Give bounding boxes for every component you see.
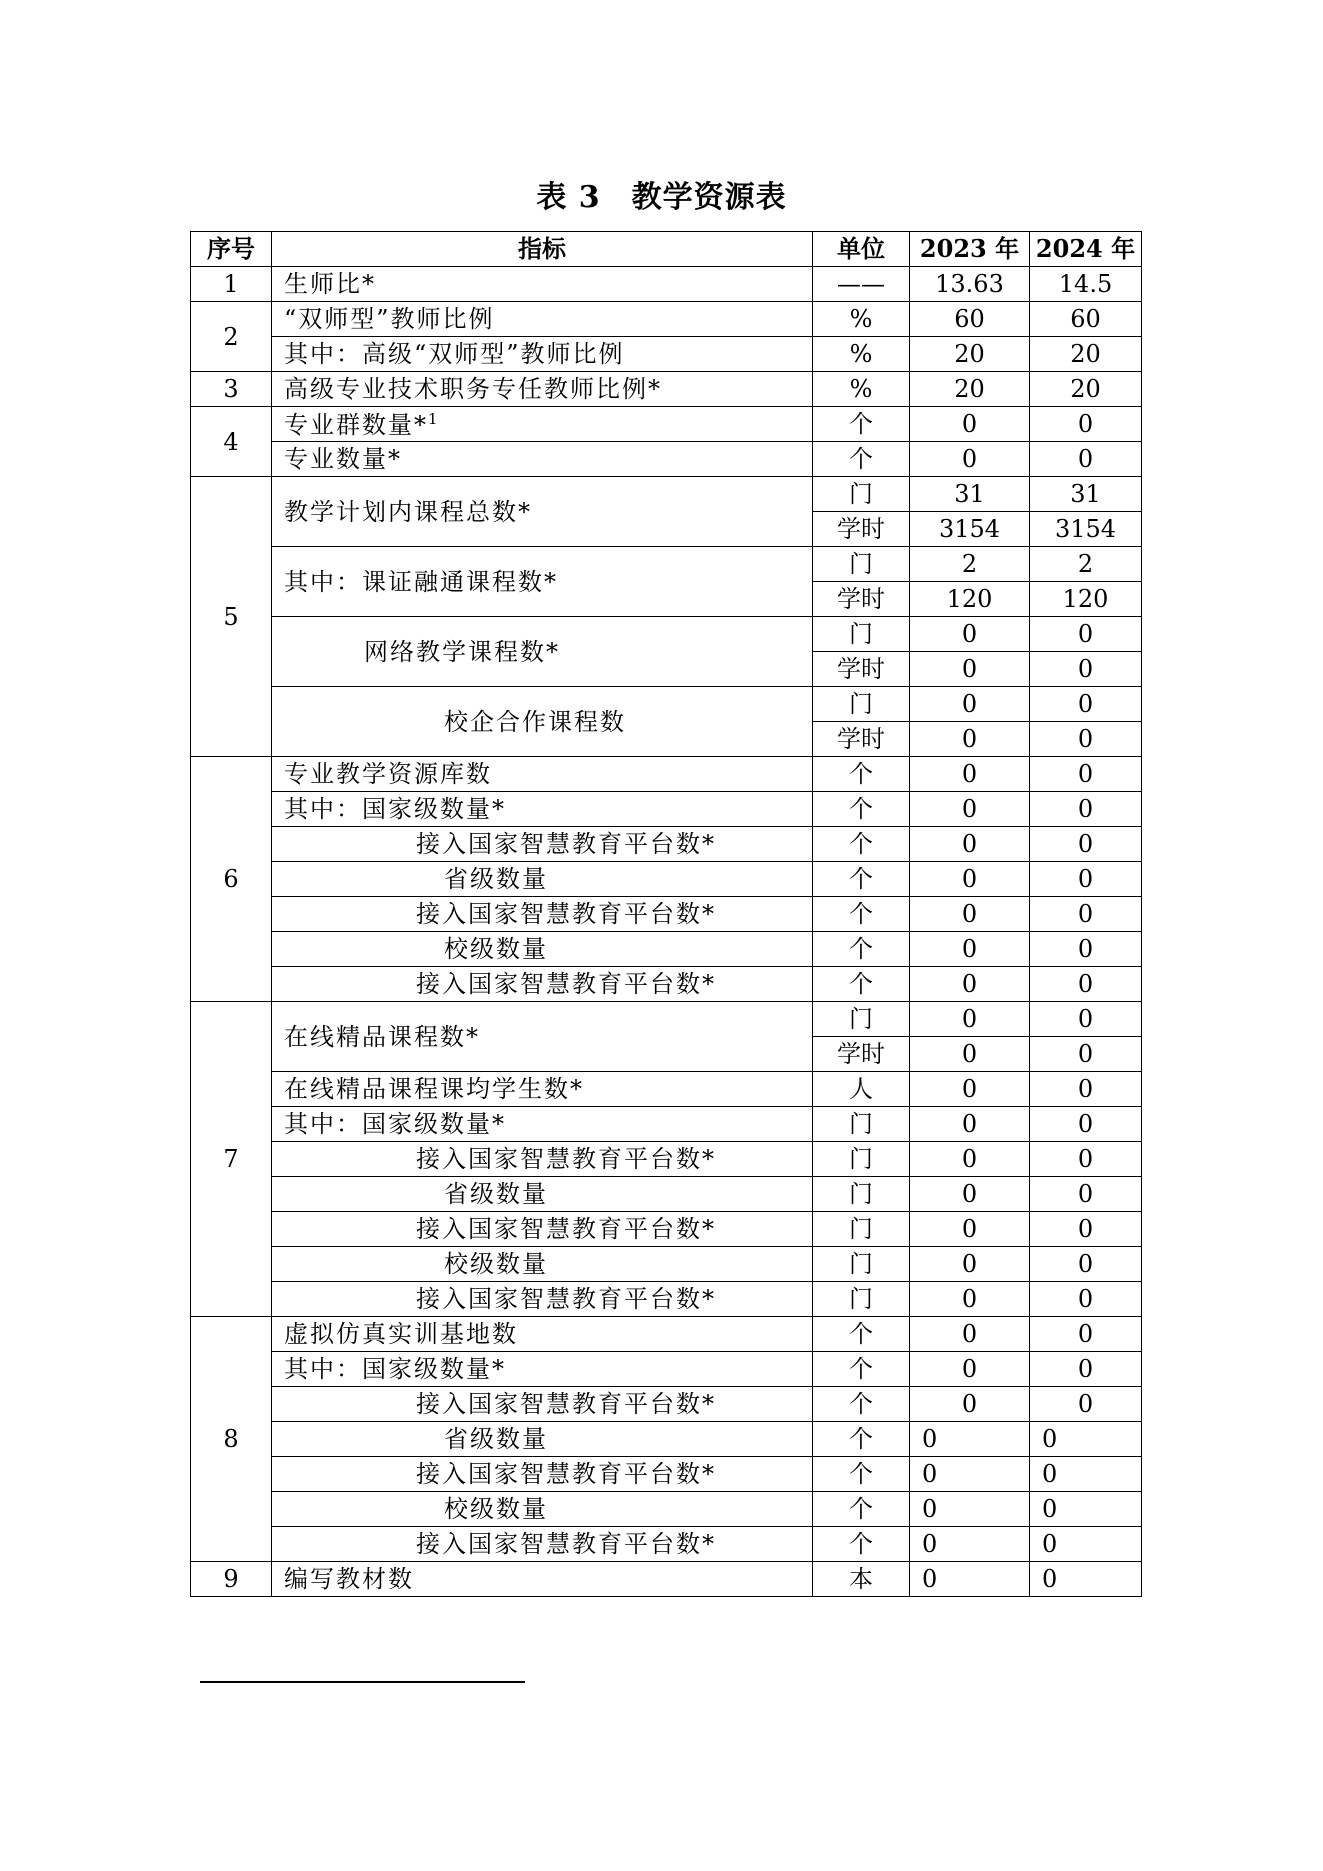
value-2024: 0 (1030, 1387, 1142, 1422)
teaching-resources-table (190, 231, 1142, 1597)
unit-cell: 门 (813, 1142, 910, 1177)
table-row (191, 1247, 1142, 1282)
value-2024: 60 (1030, 302, 1142, 337)
value-2024: 0 (1030, 1107, 1142, 1142)
value-2024: 0 (1030, 687, 1142, 722)
table-row (191, 1422, 1142, 1457)
value-2024: 0 (1030, 862, 1142, 897)
table-header-row (191, 232, 1142, 267)
indicator-cell: “双师型”教师比例 (272, 302, 813, 337)
value-2023: 0 (910, 442, 1030, 477)
value-2024: 0 (1030, 897, 1142, 932)
value-2024: 0 (1030, 1282, 1142, 1317)
value-2024: 0 (1030, 1142, 1142, 1177)
value-2023: 0 (910, 1352, 1030, 1387)
value-2024: 31 (1030, 477, 1142, 512)
unit-cell: 个 (813, 967, 910, 1002)
indicator-cell: 在线精品课程数* (272, 1002, 813, 1072)
row-number: 3 (191, 372, 272, 407)
unit-cell: 个 (813, 792, 910, 827)
indicator-cell: 其中：国家级数量* (272, 1107, 813, 1142)
indicator-cell: 教学计划内课程总数* (272, 477, 813, 547)
value-2024: 0 (1030, 1422, 1142, 1457)
value-2023: 0 (910, 1107, 1030, 1142)
indicator-cell: 专业数量* (272, 442, 813, 477)
unit-cell: 门 (813, 477, 910, 512)
unit-cell: % (813, 337, 910, 372)
value-2023: 0 (910, 1422, 1030, 1457)
row-number: 7 (191, 1002, 272, 1317)
row-number: 5 (191, 477, 272, 757)
value-2023: 0 (910, 1492, 1030, 1527)
table-row (191, 1282, 1142, 1317)
value-2024: 0 (1030, 1317, 1142, 1352)
indicator-cell: 虚拟仿真实训基地数 (272, 1317, 813, 1352)
value-2024: 0 (1030, 967, 1142, 1002)
value-2024: 0 (1030, 932, 1142, 967)
value-2023: 0 (910, 617, 1030, 652)
unit-cell: 门 (813, 1247, 910, 1282)
header-2023: 2023 年 (910, 232, 1030, 267)
value-2023: 0 (910, 1002, 1030, 1037)
value-2023: 0 (910, 1212, 1030, 1247)
indicator-cell: 接入国家智慧教育平台数* (272, 1387, 813, 1422)
table-row (191, 1142, 1142, 1177)
value-2024: 3154 (1030, 512, 1142, 547)
value-2023: 0 (910, 827, 1030, 862)
indicator-cell: 其中：课证融通课程数* (272, 547, 813, 617)
footnote-separator (200, 1681, 525, 1683)
value-2024: 0 (1030, 617, 1142, 652)
row-number: 2 (191, 302, 272, 372)
unit-cell: 门 (813, 1002, 910, 1037)
indicator-cell (272, 407, 813, 442)
unit-cell: 门 (813, 1177, 910, 1212)
unit-cell: 门 (813, 1212, 910, 1247)
row-number: 1 (191, 267, 272, 302)
value-2024: 0 (1030, 1492, 1142, 1527)
value-2024: 20 (1030, 372, 1142, 407)
unit-cell: 人 (813, 1072, 910, 1107)
value-2024: 20 (1030, 337, 1142, 372)
indicator-cell: 编写教材数 (272, 1562, 813, 1597)
table-row (191, 372, 1142, 407)
value-2024: 0 (1030, 1247, 1142, 1282)
value-2024: 0 (1030, 652, 1142, 687)
table-row (191, 1492, 1142, 1527)
unit-cell: 个 (813, 1457, 910, 1492)
indicator-cell: 其中：国家级数量* (272, 1352, 813, 1387)
value-2024: 0 (1030, 407, 1142, 442)
value-2024: 0 (1030, 1562, 1142, 1597)
row-number: 8 (191, 1317, 272, 1562)
header-2024: 2024 年 (1030, 232, 1142, 267)
row-number: 6 (191, 757, 272, 1002)
indicator-cell: 网络教学课程数* (272, 617, 813, 687)
table-row (191, 617, 1142, 652)
table-row (191, 477, 1142, 512)
value-2023: 0 (910, 1247, 1030, 1282)
unit-cell: 学时 (813, 1037, 910, 1072)
table-row (191, 792, 1142, 827)
indicator-cell: 专业教学资源库数 (272, 757, 813, 792)
header-no: 序号 (191, 232, 272, 267)
unit-cell: 门 (813, 1107, 910, 1142)
indicator-cell: 接入国家智慧教育平台数* (272, 1282, 813, 1317)
value-2023: 0 (910, 722, 1030, 757)
header-indicator: 指标 (272, 232, 813, 267)
indicator-cell: 省级数量 (272, 1422, 813, 1457)
footnote-marker[interactable]: 1 (428, 409, 440, 428)
unit-cell: 个 (813, 827, 910, 862)
unit-cell: 个 (813, 1527, 910, 1562)
value-2024: 0 (1030, 1002, 1142, 1037)
indicator-cell: 省级数量 (272, 1177, 813, 1212)
value-2023: 0 (910, 792, 1030, 827)
indicator-cell: 省级数量 (272, 862, 813, 897)
value-2023: 0 (910, 1072, 1030, 1107)
indicator-cell: 其中：高级“双师型”教师比例 (272, 337, 813, 372)
value-2024: 0 (1030, 442, 1142, 477)
indicator-cell: 接入国家智慧教育平台数* (272, 1457, 813, 1492)
value-2023: 0 (910, 967, 1030, 1002)
table-row (191, 827, 1142, 862)
unit-cell: 个 (813, 1352, 910, 1387)
table-row (191, 1002, 1142, 1037)
unit-cell: 个 (813, 862, 910, 897)
value-2024: 120 (1030, 582, 1142, 617)
value-2023: 0 (910, 932, 1030, 967)
value-2023: 20 (910, 372, 1030, 407)
value-2023: 60 (910, 302, 1030, 337)
table-row (191, 407, 1142, 442)
value-2023: 0 (910, 407, 1030, 442)
unit-cell: 个 (813, 1492, 910, 1527)
unit-cell: 门 (813, 687, 910, 722)
table-row (191, 302, 1142, 337)
value-2023: 0 (910, 1282, 1030, 1317)
table-row (191, 337, 1142, 372)
indicator-cell: 其中：国家级数量* (272, 792, 813, 827)
table-row (191, 1387, 1142, 1422)
unit-cell: 学时 (813, 512, 910, 547)
table-row (191, 897, 1142, 932)
value-2024: 0 (1030, 1352, 1142, 1387)
table-row (191, 862, 1142, 897)
indicator-cell: 生师比* (272, 267, 813, 302)
unit-cell: 门 (813, 1282, 910, 1317)
header-unit: 单位 (813, 232, 910, 267)
value-2024: 0 (1030, 1177, 1142, 1212)
value-2023: 3154 (910, 512, 1030, 547)
value-2024: 0 (1030, 1212, 1142, 1247)
indicator-text: 专业群数量* (284, 410, 428, 439)
unit-cell: 个 (813, 1317, 910, 1352)
unit-cell: 门 (813, 617, 910, 652)
indicator-cell: 高级专业技术职务专任教师比例* (272, 372, 813, 407)
indicator-cell: 校级数量 (272, 1492, 813, 1527)
value-2023: 120 (910, 582, 1030, 617)
value-2023: 0 (910, 897, 1030, 932)
table-row (191, 1107, 1142, 1142)
unit-cell: % (813, 302, 910, 337)
table-row (191, 967, 1142, 1002)
value-2024: 14.5 (1030, 267, 1142, 302)
value-2023: 0 (910, 652, 1030, 687)
value-2023: 0 (910, 687, 1030, 722)
value-2023: 0 (910, 1457, 1030, 1492)
indicator-cell: 接入国家智慧教育平台数* (272, 897, 813, 932)
value-2023: 0 (910, 862, 1030, 897)
value-2023: 31 (910, 477, 1030, 512)
indicator-cell: 校级数量 (272, 1247, 813, 1282)
indicator-cell: 接入国家智慧教育平台数* (272, 1142, 813, 1177)
unit-cell: 个 (813, 897, 910, 932)
table-row (191, 932, 1142, 967)
value-2023: 20 (910, 337, 1030, 372)
value-2023: 0 (910, 1037, 1030, 1072)
value-2024: 2 (1030, 547, 1142, 582)
value-2023: 0 (910, 1527, 1030, 1562)
table-row (191, 687, 1142, 722)
indicator-cell: 校级数量 (272, 932, 813, 967)
value-2023: 13.63 (910, 267, 1030, 302)
indicator-cell: 接入国家智慧教育平台数* (272, 1527, 813, 1562)
unit-cell: 个 (813, 932, 910, 967)
table-row (191, 1457, 1142, 1492)
value-2023: 0 (910, 1562, 1030, 1597)
value-2024: 0 (1030, 827, 1142, 862)
table-row (191, 1072, 1142, 1107)
value-2023: 0 (910, 1387, 1030, 1422)
unit-cell: 学时 (813, 582, 910, 617)
unit-cell: 学时 (813, 652, 910, 687)
unit-cell: 个 (813, 1422, 910, 1457)
value-2023: 0 (910, 757, 1030, 792)
value-2024: 0 (1030, 1037, 1142, 1072)
table-row (191, 1527, 1142, 1562)
table-row (191, 757, 1142, 792)
value-2023: 0 (910, 1317, 1030, 1352)
indicator-cell: 接入国家智慧教育平台数* (272, 967, 813, 1002)
indicator-cell: 校企合作课程数 (272, 687, 813, 757)
indicator-cell: 接入国家智慧教育平台数* (272, 1212, 813, 1247)
table-row (191, 442, 1142, 477)
indicator-cell: 在线精品课程课均学生数* (272, 1072, 813, 1107)
table-row (191, 1212, 1142, 1247)
value-2024: 0 (1030, 1527, 1142, 1562)
unit-cell: 个 (813, 1387, 910, 1422)
unit-cell: 个 (813, 407, 910, 442)
row-number: 4 (191, 407, 272, 477)
table-row (191, 547, 1142, 582)
table-row (191, 1562, 1142, 1597)
unit-cell: 本 (813, 1562, 910, 1597)
value-2023: 0 (910, 1177, 1030, 1212)
table-row (191, 1177, 1142, 1212)
value-2023: 2 (910, 547, 1030, 582)
row-number: 9 (191, 1562, 272, 1597)
table-row (191, 1317, 1142, 1352)
value-2024: 0 (1030, 1072, 1142, 1107)
table-row (191, 267, 1142, 302)
value-2024: 0 (1030, 722, 1142, 757)
unit-cell: 学时 (813, 722, 910, 757)
value-2024: 0 (1030, 1457, 1142, 1492)
unit-cell: 个 (813, 757, 910, 792)
value-2024: 0 (1030, 757, 1142, 792)
unit-cell: 门 (813, 547, 910, 582)
indicator-cell: 接入国家智慧教育平台数* (272, 827, 813, 862)
unit-cell: 个 (813, 442, 910, 477)
table-row (191, 1352, 1142, 1387)
value-2023: 0 (910, 1142, 1030, 1177)
unit-cell: % (813, 372, 910, 407)
value-2024: 0 (1030, 792, 1142, 827)
page-title: 表 3 教学资源表 (536, 180, 787, 215)
unit-cell: —— (813, 267, 910, 302)
